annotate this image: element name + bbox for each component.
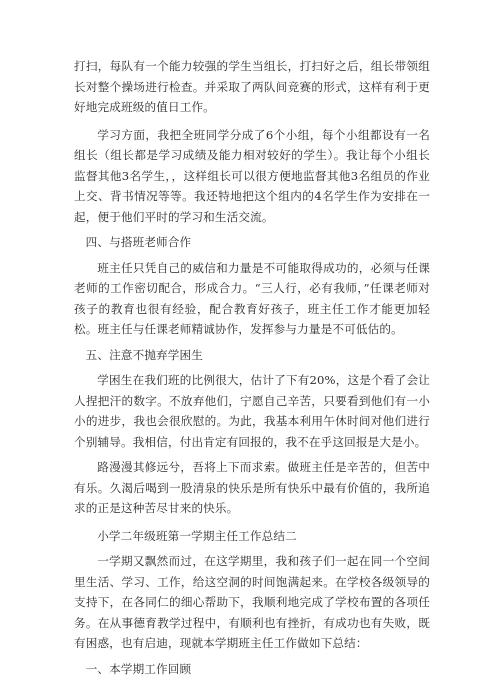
heading-cooperate-teachers: 四、与搭班老师合作 [74,232,430,253]
document-page [74,56,430,679]
section-title-summary-two: 小学二年级班第一学期主任工作总结二 [74,526,430,547]
paragraph-teacher-cooperation: 班主任只凭自己的威信和力量是不可能取得成功的，必须与任课老师的工作密切配合，形成合力。“三人行，必有我师，”任课老师对孩子的教育也很有经验，配合教育好孩子，班主任工作才能更加轻松。班主任与任课老师精诚协作，发挥参与力量是不可低估的。 [74,258,430,340]
heading-struggling-students: 五、注意不抛弃学困生 [74,345,430,366]
heading-semester-review: 一、本学期工作回顾 [74,659,430,679]
paragraph-reflection: 路漫漫其修远兮，吾将上下而求索。做班主任是辛苦的，但苦中有乐。久渴后喝到一股清泉的快乐是所有快乐中最有价值的，我所追求的正是这种苦尽甘来的快乐。 [74,457,430,519]
paragraph-struggling-students: 学困生在我们班的比例很大，估计了下有20%，这是个看了会让人捏把汗的数字。不放弃他们，宁愿自己辛苦，只要看到他们有一小小的进步，我也会很欣慰的。为此，我基本利用午休时间对他们进行个别辅导。我相信，付出肯定有回报的，我不在乎这回报是大是小。 [74,370,430,452]
paragraph-study-groups: 学习方面，我把全班同学分成了6个小组，每个小组都设有一名组长（组长都是学习成绩及能力相对较好的学生）。我让每个小组长监督其他3名学生，，这样组长可以很方便地监督其他3名组员的作业上交、背书情况等等。我还特地把这个组内的4名学生作为安排在一起，便于他们平时的学习和生活交流。 [74,125,430,228]
paragraph-duty-cleaning: 打扫，每队有一个能力较强的学生当组长，打扫好之后，组长带领组长对整个操场进行检查。并采取了两队间竞赛的形式，这样有利于更好地完成班级的值日工作。 [74,56,430,118]
paragraph-semester-intro: 一学期又飘然而过，在这学期里，我和孩子们一起在同一个空间里生活、学习、工作，给这空洞的时间饱满起来。在学校各级领导的支持下，在各同仁的细心帮助下，我顺利地完成了学校布置的各项任务。在从事德育教学过程中，有顺利也有挫折，有成功也有失败，既有困惑，也有启迪，现就本学期班主任工作做如下总结： [74,551,430,654]
